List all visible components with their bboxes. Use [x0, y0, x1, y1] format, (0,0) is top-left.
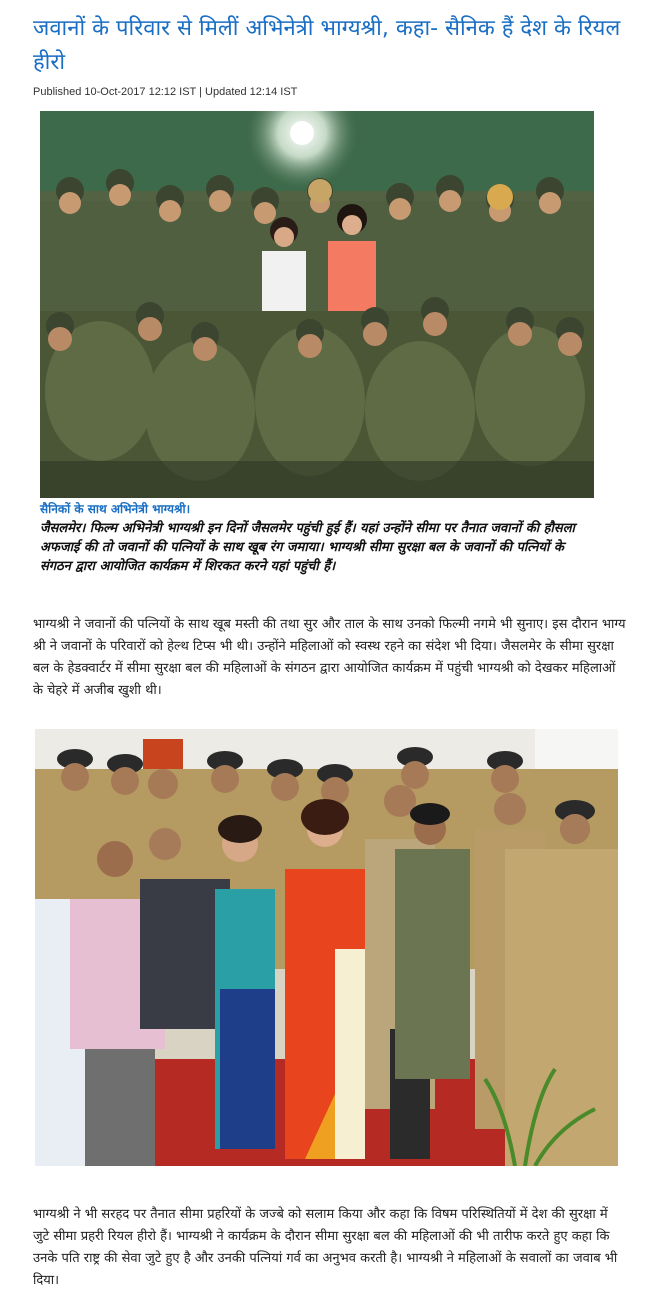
photo1-caption: सैनिकों के साथ अभिनेत्री भाग्यश्री।	[40, 502, 191, 516]
article-paragraph-1: भाग्यश्री ने जवानों की पत्नियों के साथ खूब मस्ती की तथा सुर और ताल के साथ उनको फिल्मी नगमे भी सुनाए। इस दौरान भाग्य श्री ने जवानों के परिवारों को हेल्थ टिप्स भी थी। उन्होंने महिलाओं को स्वस्थ रहने का संदेश भी दिया। जैसलमेर के सीमा सुरक्षा बल के हेडक्वार्टर में सीमा सुरक्षा बल की महिलाओं के संगठन द्वारा आयोजित कार्यक्रम में पहुंची भाग्यश्री को देखकर महिलाओं के चेहरे में अजीब खुशी थी।	[33, 617, 626, 698]
article-lead: जैसलमेर। फिल्म अभिनेत्री भाग्यश्री इन दिनों जैसलमेर पहुंची हुई हैं। यहां उन्होंने सीमा पर तैनात जवानों की हौसला अफजाई की तो जवानों की पत्नियों के साथ खूब रंग जमाया। भाग्यश्री सीमा सुरक्षा बल के जवानों की पत्नियों के संगठन द्वारा आयोजित कार्यक्रम में शिरकत करने यहां पहुंची हैं।	[40, 521, 575, 574]
soldiers-group-illustration	[40, 111, 594, 498]
photo-officers-group	[35, 729, 618, 1166]
officers-group-illustration	[35, 729, 618, 1166]
article-headline: जवानों के परिवार से मिलीं अभिनेत्री भाग्यश्री, कहा- सैनिक हैं देश के रियल हीरो	[33, 16, 621, 75]
photo-soldiers-group	[40, 111, 594, 498]
publish-meta: Published 10-Oct-2017 12:12 IST | Updated 12:14 IST	[33, 86, 298, 98]
article-paragraph-2: भाग्यश्री ने भी सरहद पर तैनात सीमा प्रहरियों के जज्बे को सलाम किया और कहा कि विषम परिस्थितियों में देश की सुरक्षा में जुटे सीमा प्रहरी रियल हीरो हैं। भाग्यश्री ने कार्यक्रम के दौरान सीमा सुरक्षा बल की महिलाओं की भी तारीफ करते हुए कहा कि उनके पति राष्ट्र की सेवा जुटे हुए है और उनकी पत्नियां गर्व का अनुभव करती है। भाग्यश्री ने महिलाओं के सवालों का जवाब भी दिया।	[33, 1207, 618, 1288]
